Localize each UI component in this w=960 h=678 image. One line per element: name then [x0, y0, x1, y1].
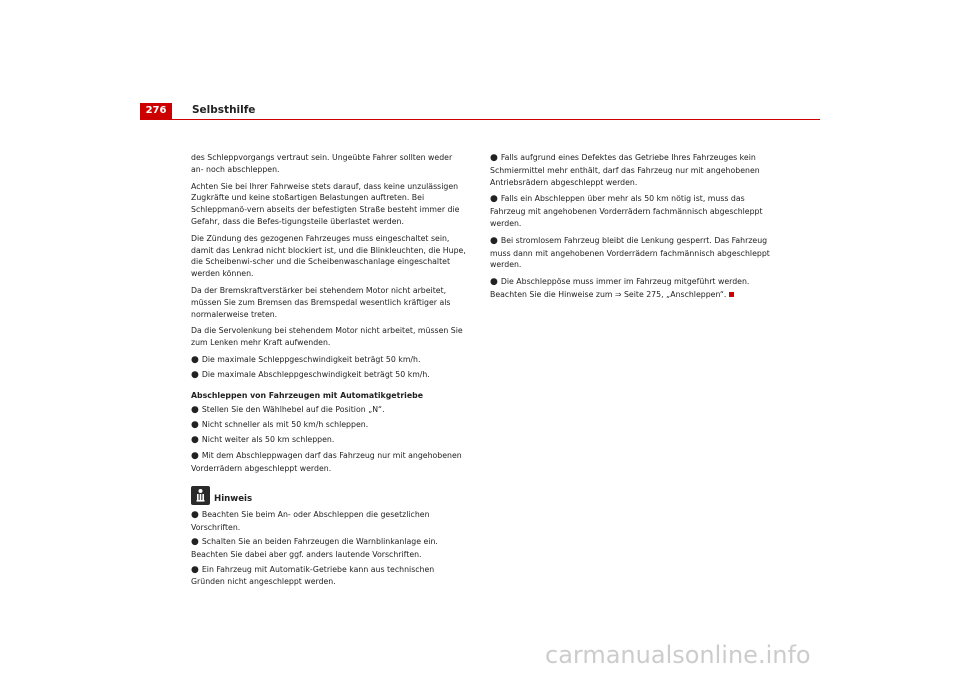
bullet-icon: ● — [191, 370, 199, 381]
list-item: ● Die maximale Abschleppgeschwindigkeit beträgt 50 km/h. — [191, 370, 430, 381]
paragraph: des Schleppvorgangs vertraut sein. Ungeübte Fahrer sollten weder an- noch abschleppen. — [191, 153, 453, 174]
list-item: ● Falls ein Abschleppen über mehr als 50 km nötig ist, muss das Fahrzeug mit angehobenen Vorderrädern fachmännisch abgeschleppt werden. — [490, 194, 763, 228]
bullet-icon: ● — [191, 537, 199, 548]
note-title: Hinweis — [214, 494, 253, 505]
bullet-icon: ● — [191, 564, 199, 575]
bullet-icon: ● — [191, 510, 199, 521]
paragraph: Achten Sie bei Ihrer Fahrweise stets darauf, dass keine unzulässigen Zugkräfte und keine stoßartigen Belastungen auftreten. Bei Schleppmanö-vern abseits der befestigten Straße besteht immer die Gefahr, dass die Befes-tigungsteile überlastet werden. — [191, 181, 460, 226]
list-item: ● Mit dem Abschleppwagen darf das Fahrzeug nur mit angehobenen Vorderrädern abgeschleppt werden. — [191, 450, 462, 473]
bullet-icon: ● — [490, 277, 498, 288]
list-item: ● Nicht weiter als 50 km schleppen. — [191, 435, 335, 446]
list-item: ● Bei stromlosem Fahrzeug bleibt die Lenkung gesperrt. Das Fahrzeug muss dann mit angehobenen Vorderrädern fachmännisch abgeschleppt werden. — [490, 235, 770, 270]
list-item: ● Die maximale Schleppgeschwindigkeit beträgt 50 km/h. — [191, 354, 421, 365]
list-item: ● Schalten Sie an beiden Fahrzeugen die Warnblinkanlage ein. Beachten Sie dabei aber ggf. anders lautende Vorschriften. — [191, 537, 438, 560]
list-item: ● Die Abschleppöse muss immer im Fahrzeug mitgeführt werden. Beachten Sie die Hinweise zum ⇒ Seite 275, „Anschleppen“. — [490, 277, 750, 299]
info-note-icon — [191, 486, 210, 505]
bullet-icon: ● — [490, 153, 498, 163]
paragraph: Da der Bremskraftverstärker bei stehendem Motor nicht arbeitet, müssen Sie zum Bremsen das Bremspedal wesentlich kräftiger als normalerweise treten. — [191, 285, 451, 319]
list-item: ● Ein Fahrzeug mit Automatik-Getriebe kann aus technischen Gründen nicht angeschleppt werden. — [191, 564, 435, 587]
bullet-icon: ● — [191, 404, 199, 415]
bullet-icon: ● — [490, 235, 498, 246]
bullet-icon: ● — [191, 420, 199, 431]
bullet-icon: ● — [490, 194, 498, 205]
bullet-icon: ● — [191, 354, 199, 365]
end-of-section-icon — [729, 292, 734, 297]
list-item: ● Nicht schneller als mit 50 km/h schleppen. — [191, 420, 369, 431]
list-item: ● Stellen Sie den Wählhebel auf die Position „N“. — [191, 404, 385, 415]
header-divider — [140, 119, 820, 120]
bullet-icon: ● — [191, 450, 199, 461]
list-item: ● Beachten Sie beim An- oder Abschleppen die gesetzlichen Vorschriften. — [191, 510, 430, 533]
section-title: Selbsthilfe — [192, 104, 256, 116]
subheading: Abschleppen von Fahrzeugen mit Automatikgetriebe — [191, 391, 423, 401]
watermark: carmanualsonline.info — [545, 641, 811, 669]
list-item: ● Falls aufgrund eines Defektes das Getriebe Ihres Fahrzeuges kein Schmiermittel mehr enthält, darf das Fahrzeug nur mit angehobenen Antriebsrädern abgeschleppt werden. — [490, 153, 760, 187]
paragraph: Die Zündung des gezogenen Fahrzeuges muss eingeschaltet sein, damit das Lenkrad nicht blockiert ist, und die Blinkleuchten, die Hupe, die Scheibenwi-scher und die Scheibenwaschanlage eingeschaltet werden können. — [191, 233, 466, 279]
page-number: 276 — [140, 103, 172, 119]
bullet-icon: ● — [191, 435, 199, 446]
note-header — [191, 486, 466, 505]
right-column — [490, 152, 770, 303]
left-column — [191, 152, 466, 591]
paragraph: Da die Servolenkung bei stehendem Motor nicht arbeitet, müssen Sie zum Lenken mehr Kraft aufwenden. — [191, 326, 463, 348]
